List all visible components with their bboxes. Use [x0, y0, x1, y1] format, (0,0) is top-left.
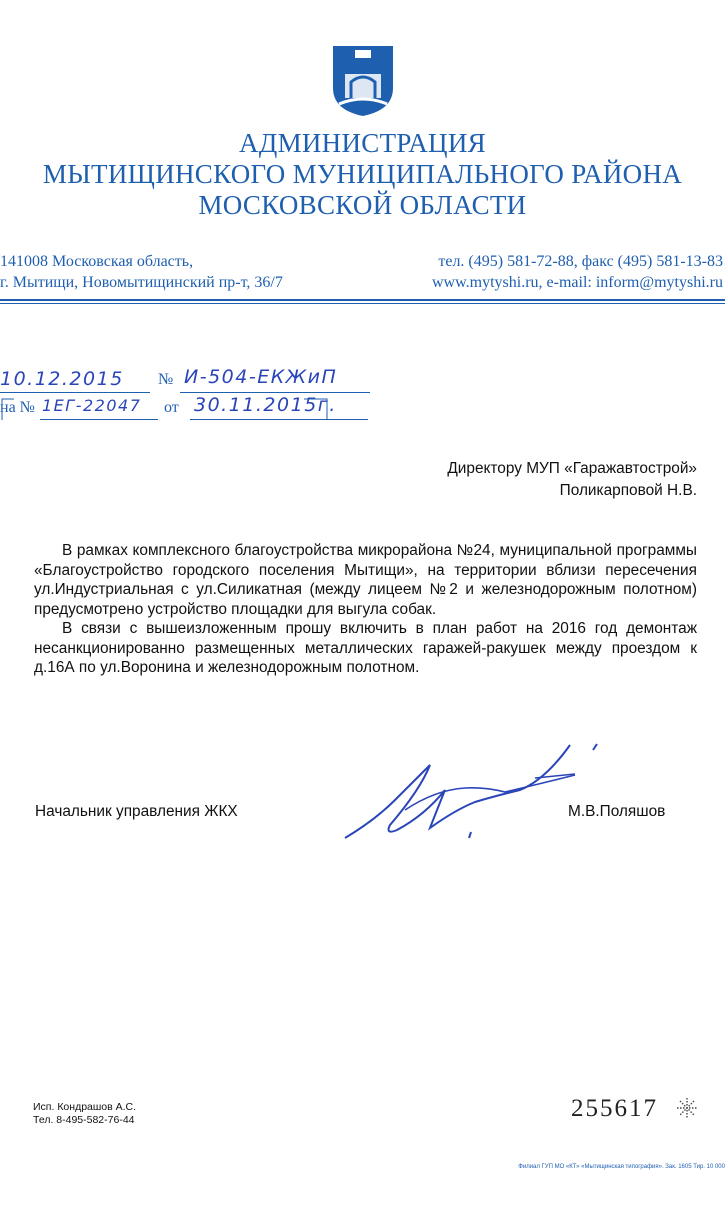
executor-phone: Тел. 8-495-582-76-44: [33, 1114, 135, 1126]
coat-of-arms-emblem: [331, 44, 395, 118]
body-paragraph-2: В связи с вышеизложенным прошу включить в план работ на 2016 год демонтаж несанкционированно размещенных металлических гаражей-ракушек между проездом к д.16А по ул.Воронина и железнодорожным полотном.: [34, 620, 697, 676]
signatory-position: Начальник управления ЖКХ: [35, 803, 238, 820]
header-rule: [0, 299, 725, 301]
address-line2: г. Мытищи, Новомытищинский пр-т, 36/7: [0, 274, 283, 291]
body-paragraph-1: В рамках комплексного благоустройства микрорайона №24, муниципальной программы «Благоустройство городского поселения Мытищи», на территории вблизи пересечения ул.Индустриальная с ул.Силикатная (между лицеем №2 и железнодорожным полотном) предусмотрено устройство площадки для выгула собак.: [34, 542, 697, 618]
addressee-line1: Директору МУП «Гаражавтострой»: [447, 460, 697, 477]
addressee-line2: Поликарповой Н.В.: [559, 482, 697, 499]
security-mark-icon: [676, 1097, 698, 1119]
phone-line: тел. (495) 581-72-88, факс (495) 581-13-83: [438, 253, 723, 270]
reply-number: 1ЕГ-22047: [42, 396, 142, 415]
from-label: от: [164, 399, 179, 416]
executor-name: Исп. Кондрашов А.С.: [33, 1101, 137, 1113]
org-name-line3: МОСКОВСКОЙ ОБЛАСТИ: [198, 190, 527, 220]
number-label: №: [158, 371, 174, 388]
outgoing-date: 10.12.2015: [0, 368, 124, 390]
outgoing-number: И-504-ЕКЖиП: [184, 366, 338, 388]
address-field-brackets: [0, 398, 340, 422]
address-line1: 141008 Московская область,: [0, 253, 194, 270]
org-name-line1: АДМИНИСТРАЦИЯ: [239, 128, 486, 158]
org-name-line2: МЫТИЩИНСКОГО МУНИЦИПАЛЬНОГО РАЙОНА: [42, 159, 683, 189]
letter-body: [34, 541, 697, 678]
handwritten-signature: [335, 730, 615, 850]
printer-footer: Филиал ГУП МО «КТ» «Мытищинская типография». Зак. 1605 Тир. 10 000: [518, 1164, 725, 1170]
header-rule-thin: [0, 303, 725, 304]
signatory-name: М.В.Поляшов: [568, 803, 666, 820]
form-serial-number: 255617: [571, 1095, 658, 1122]
reply-date: 30.11.2015г.: [194, 394, 337, 416]
addressee: [447, 458, 697, 502]
reply-label: на №: [0, 399, 35, 416]
web-email-line: www.mytyshi.ru, e-mail: inform@mytyshi.ru: [432, 274, 723, 291]
